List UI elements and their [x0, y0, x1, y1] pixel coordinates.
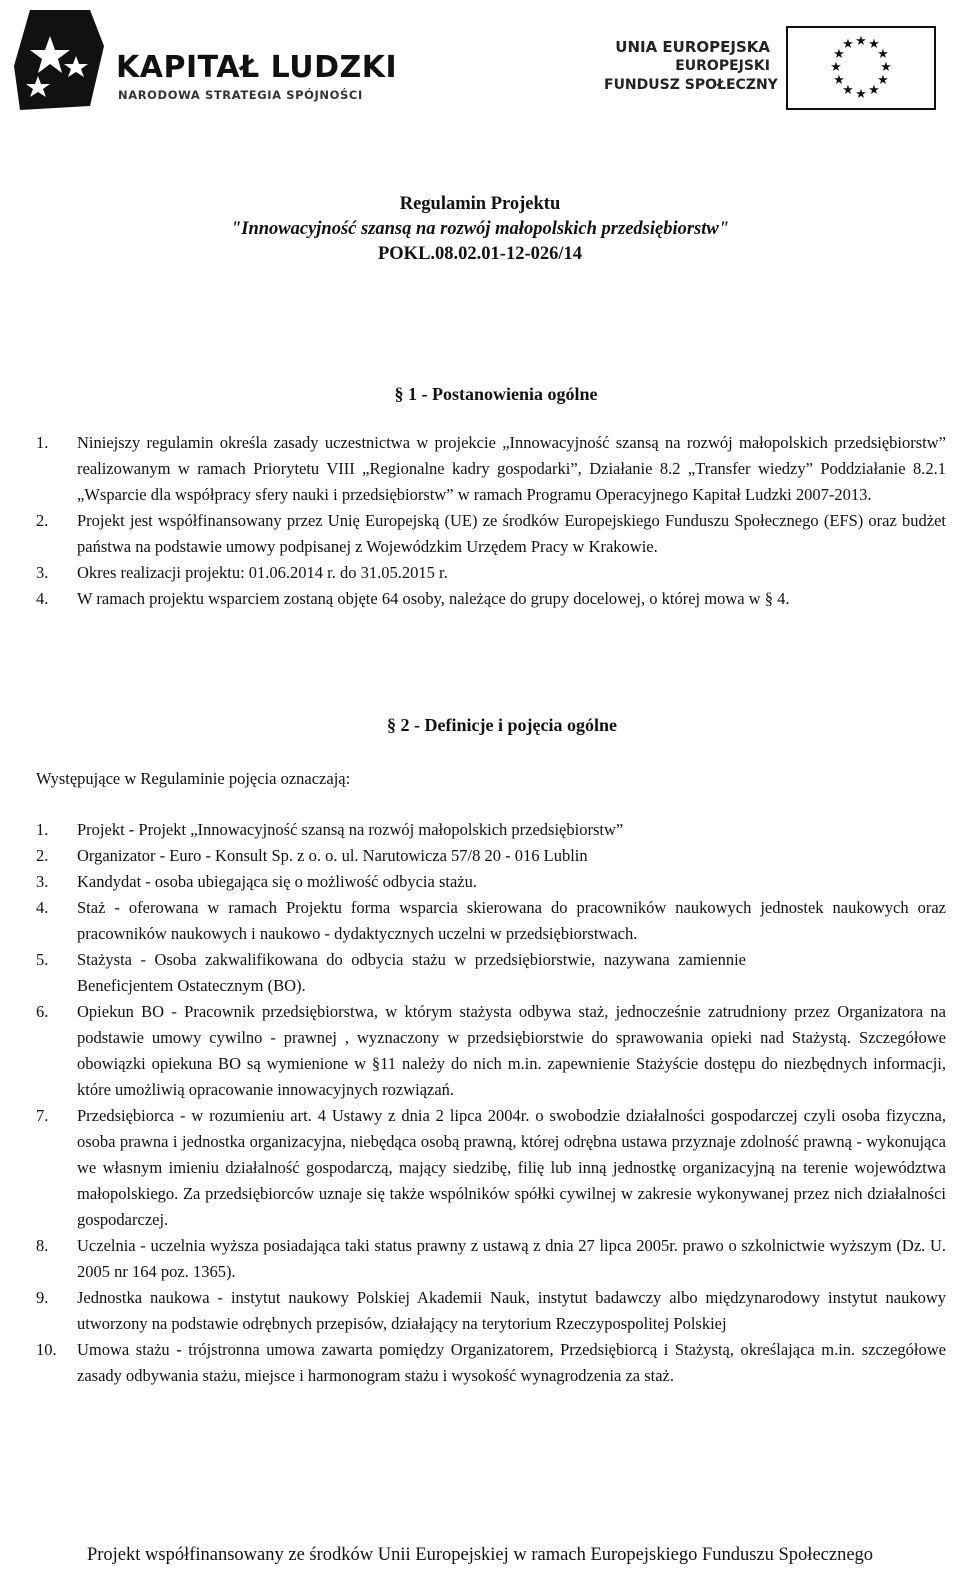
- eu-line-2: EUROPEJSKI: [675, 58, 770, 74]
- svg-text:★: ★: [855, 34, 867, 49]
- list-item: 4. W ramach projektu wsparciem zostaną objęte 64 osoby, należące do grupy docelowej, o której mowa w § 4.: [36, 589, 790, 608]
- kapital-ludzki-star-icon: [12, 6, 112, 114]
- kapital-ludzki-title: KAPITAŁ LUDZKI: [116, 50, 398, 85]
- kapital-ludzki-subtitle: NARODOWA STRATEGIA SPÓJNOŚCI: [118, 88, 363, 102]
- section-2-list: [36, 817, 946, 1389]
- section-1-list: [36, 430, 946, 612]
- list-item: 1. Niniejszy regulamin określa zasady uczestnictwa w projekcie „Innowacyjność szansą na rozwój małopolskich przedsiębiorstw” realizowanym w ramach Priorytetu VIII „Regionalne kadry gospodarki”, Działanie 8.2 „Transfer wiedzy” Poddziałanie 8.2.1 „Wsparcie dla współpracy sfery nauki i przedsiębiorstw” w ramach Programu Operacyjnego Kapitał Ludzki 2007-2013.: [36, 433, 946, 504]
- section-2-intro: Występujące w Regulaminie pojęcia oznaczają:: [36, 769, 351, 788]
- eu-line-3: FUNDUSZ SPOŁECZNY: [604, 77, 778, 93]
- eu-line-1: UNIA EUROPEJSKA: [615, 38, 770, 56]
- svg-text:★: ★: [833, 47, 845, 62]
- svg-text:★: ★: [833, 73, 845, 88]
- list-item: 6. Opiekun BO - Pracownik przedsiębiorstwa, w którym stażysta odbywa staż, jednocześnie zatrudniony przez Organizatora na podstawie umowy cywilno - prawnej , wyznaczony w przedsiębiorstwie do sprawowania opieki nad Stażystą. Szczegółowe obowiązki opiekuna BO są wymienione w §11 należy do nich m.in. zapewnienie Stażyście dostępu do niezbędnych informacji, które umożliwią opracowanie innowacyjnych rozwiązań.: [36, 1002, 946, 1099]
- list-item: 3. Okres realizacji projektu: 01.06.2014 r. do 31.05.2015 r.: [36, 563, 448, 582]
- list-item: 8. Uczelnia - uczelnia wyższa posiadająca taki status prawny z ustawą z dnia 27 lipca 2005r. prawo o szkolnictwie wyższym (Dz. U. 2005 nr 164 poz. 1365).: [36, 1236, 946, 1281]
- svg-text:★: ★: [880, 60, 892, 75]
- kapital-ludzki-logo: [12, 6, 432, 116]
- svg-text:★: ★: [868, 37, 880, 52]
- section-1-heading: § 1 - Postanowienia ogólne: [394, 384, 598, 404]
- svg-text:★: ★: [842, 83, 854, 98]
- list-item: 7. Przedsiębiorca - w rozumieniu art. 4 Ustawy z dnia 2 lipca 2004r. o swobodzie działalności gospodarczej czyli osoba fizyczna, osoba prawna i jednostka organizacyjna, niebędąca osobą prawną, której odrębna ustawa przyznaje zdolność prawną - wykonująca we własnym imieniu działalność gospodarczą, mający siedzibę, filię lub inną jednostkę organizacyjną na terenie województwa małopolskiego. Za przedsiębiorców uznaje się także wspólników spółki cywilnej w zakresie wykonywanej przez nich działalności gospodarczej.: [36, 1106, 946, 1229]
- list-item: 3. Kandydat - osoba ubiegająca się o możliwość odbycia stażu.: [36, 872, 477, 891]
- page-header: [0, 0, 960, 120]
- svg-text:★: ★: [868, 83, 880, 98]
- svg-text:★: ★: [842, 37, 854, 52]
- eu-logo: [604, 26, 944, 116]
- svg-text:★: ★: [877, 47, 889, 62]
- list-item: 1. Projekt - Projekt „Innowacyjność szansą na rozwój małopolskich przedsiębiorstw”: [36, 820, 624, 839]
- list-item: 2. Organizator - Euro - Konsult Sp. z o. o. ul. Narutowicza 57/8 20 - 016 Lublin: [36, 846, 588, 865]
- list-item: 5. Stażysta - Osoba zakwalifikowana do odbycia stażu w przedsiębiorstwie, nazywana zamiennie Beneficjentem Ostatecznym (BO).: [36, 950, 746, 995]
- list-item: 10. Umowa stażu - trójstronna umowa zawarta pomiędzy Organizatorem, Przedsiębiorcą i Stażystą, określająca m.in. szczegółowe zasady odbywania stażu, miejsce i harmonogram stażu i wysokość wynagrodzenia za staż.: [36, 1340, 946, 1385]
- svg-text:★: ★: [877, 73, 889, 88]
- section-2-heading: § 2 - Definicje i pojęcia ogólne: [387, 715, 617, 735]
- title-line-3: POKL.08.02.01-12-026/14: [377, 244, 582, 264]
- document-title: [0, 192, 960, 267]
- svg-text:★: ★: [830, 60, 842, 75]
- title-line-2: "Innowacyjność szansą na rozwój małopolskich przedsiębiorstw": [230, 219, 730, 239]
- page-footer: Projekt współfinansowany ze środków Unii Europejskiej w ramach Europejskiego Funduszu Społecznego: [86, 1545, 874, 1565]
- list-item: 2. Projekt jest współfinansowany przez Unię Europejską (UE) ze środków Europejskiego Funduszu Społecznego (EFS) oraz budżet państwa na podstawie umowy podpisanej z Wojewódzkim Urzędem Pracy w Krakowie.: [36, 511, 946, 556]
- eu-flag-icon: [786, 26, 936, 110]
- list-item: 4. Staż - oferowana w ramach Projektu forma wsparcia skierowana do pracowników naukowych jednostek naukowych oraz pracowników naukowych i naukowo - dydaktycznych uczelni w przedsiębiorstwach.: [36, 898, 946, 943]
- list-item: 9. Jednostka naukowa - instytut naukowy Polskiej Akademii Nauk, instytut badawczy albo międzynarodowy instytut naukowy utworzony na podstawie odrębnych przepisów, działający na terytorium Rzeczypospolitej Polskiej: [36, 1288, 946, 1333]
- title-line-1: Regulamin Projektu: [399, 194, 561, 214]
- svg-text:★: ★: [855, 87, 867, 102]
- eu-logo-text: [604, 38, 778, 95]
